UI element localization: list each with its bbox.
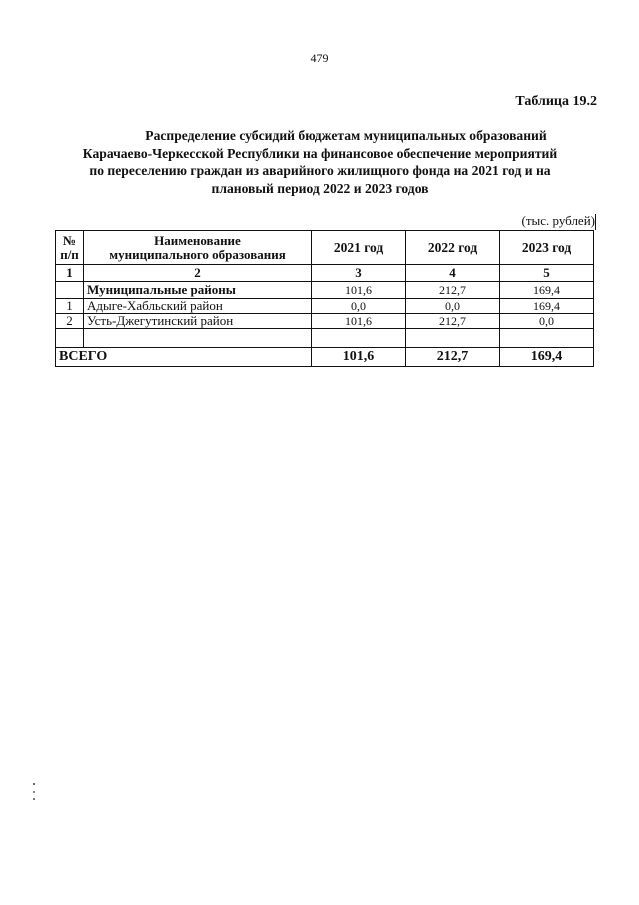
document-title bbox=[40, 127, 600, 197]
group-value-2021: 101,6 bbox=[312, 282, 406, 299]
group-row bbox=[56, 282, 594, 299]
empty-row bbox=[56, 329, 594, 348]
row-value-2023: 169,4 bbox=[500, 299, 594, 314]
total-row bbox=[56, 348, 594, 367]
row-value-2021: 101,6 bbox=[312, 314, 406, 329]
column-index: 2 bbox=[84, 265, 312, 282]
header-year-2021: 2021 год bbox=[312, 231, 406, 265]
title-line: Распределение субсидий бюджетам муниципальных образований bbox=[145, 128, 547, 143]
header-name-line2: муниципального образования bbox=[109, 246, 286, 262]
units-note: (тыс. рублей) bbox=[521, 213, 595, 228]
column-index: 3 bbox=[312, 265, 406, 282]
row-value-2023: 0,0 bbox=[500, 314, 594, 329]
total-value-2023: 169,4 bbox=[500, 348, 594, 367]
title-line: Карачаево-Черкесской Республики на финансовое обеспечение мероприятий bbox=[82, 145, 558, 161]
header-name-line1: Наименование bbox=[154, 232, 241, 248]
header-num-line2: п/п bbox=[60, 246, 79, 262]
row-name: Усть-Джегутинский район bbox=[84, 314, 312, 329]
column-index: 1 bbox=[56, 265, 84, 282]
title-line: плановый период 2022 и 2023 годов bbox=[211, 180, 429, 196]
scan-artifact-mark bbox=[33, 783, 35, 801]
header-num-line1: № bbox=[62, 232, 77, 248]
row-value-2021: 0,0 bbox=[312, 299, 406, 314]
units-bracket-decoration bbox=[594, 214, 596, 230]
column-index: 5 bbox=[500, 265, 594, 282]
page-number: 479 bbox=[310, 51, 329, 65]
header-num bbox=[56, 231, 84, 265]
row-num: 2 bbox=[56, 314, 84, 329]
group-name: Муниципальные районы bbox=[84, 282, 312, 299]
column-index: 4 bbox=[406, 265, 500, 282]
empty-cell bbox=[84, 329, 312, 348]
table-header-row bbox=[56, 231, 594, 265]
group-num bbox=[56, 282, 84, 299]
empty-cell bbox=[56, 329, 84, 348]
column-index-row bbox=[56, 265, 594, 282]
total-label: ВСЕГО bbox=[56, 348, 312, 367]
row-name: Адыге-Хабльский район bbox=[84, 299, 312, 314]
header-name bbox=[84, 231, 312, 265]
group-value-2022: 212,7 bbox=[406, 282, 500, 299]
empty-cell bbox=[406, 329, 500, 348]
header-year-2023: 2023 год bbox=[500, 231, 594, 265]
title-line: по переселению граждан из аварийного жилищного фонда на 2021 год и на bbox=[89, 163, 551, 178]
group-value-2023: 169,4 bbox=[500, 282, 594, 299]
row-value-2022: 0,0 bbox=[406, 299, 500, 314]
table-label: Таблица 19.2 bbox=[515, 94, 597, 109]
header-year-2022: 2022 год bbox=[406, 231, 500, 265]
table-row bbox=[56, 314, 594, 329]
row-value-2022: 212,7 bbox=[406, 314, 500, 329]
table-row bbox=[56, 299, 594, 314]
empty-cell bbox=[312, 329, 406, 348]
empty-cell bbox=[500, 329, 594, 348]
subsidy-table bbox=[55, 230, 594, 367]
total-value-2022: 212,7 bbox=[406, 348, 500, 367]
row-num: 1 bbox=[56, 299, 84, 314]
total-value-2021: 101,6 bbox=[312, 348, 406, 367]
